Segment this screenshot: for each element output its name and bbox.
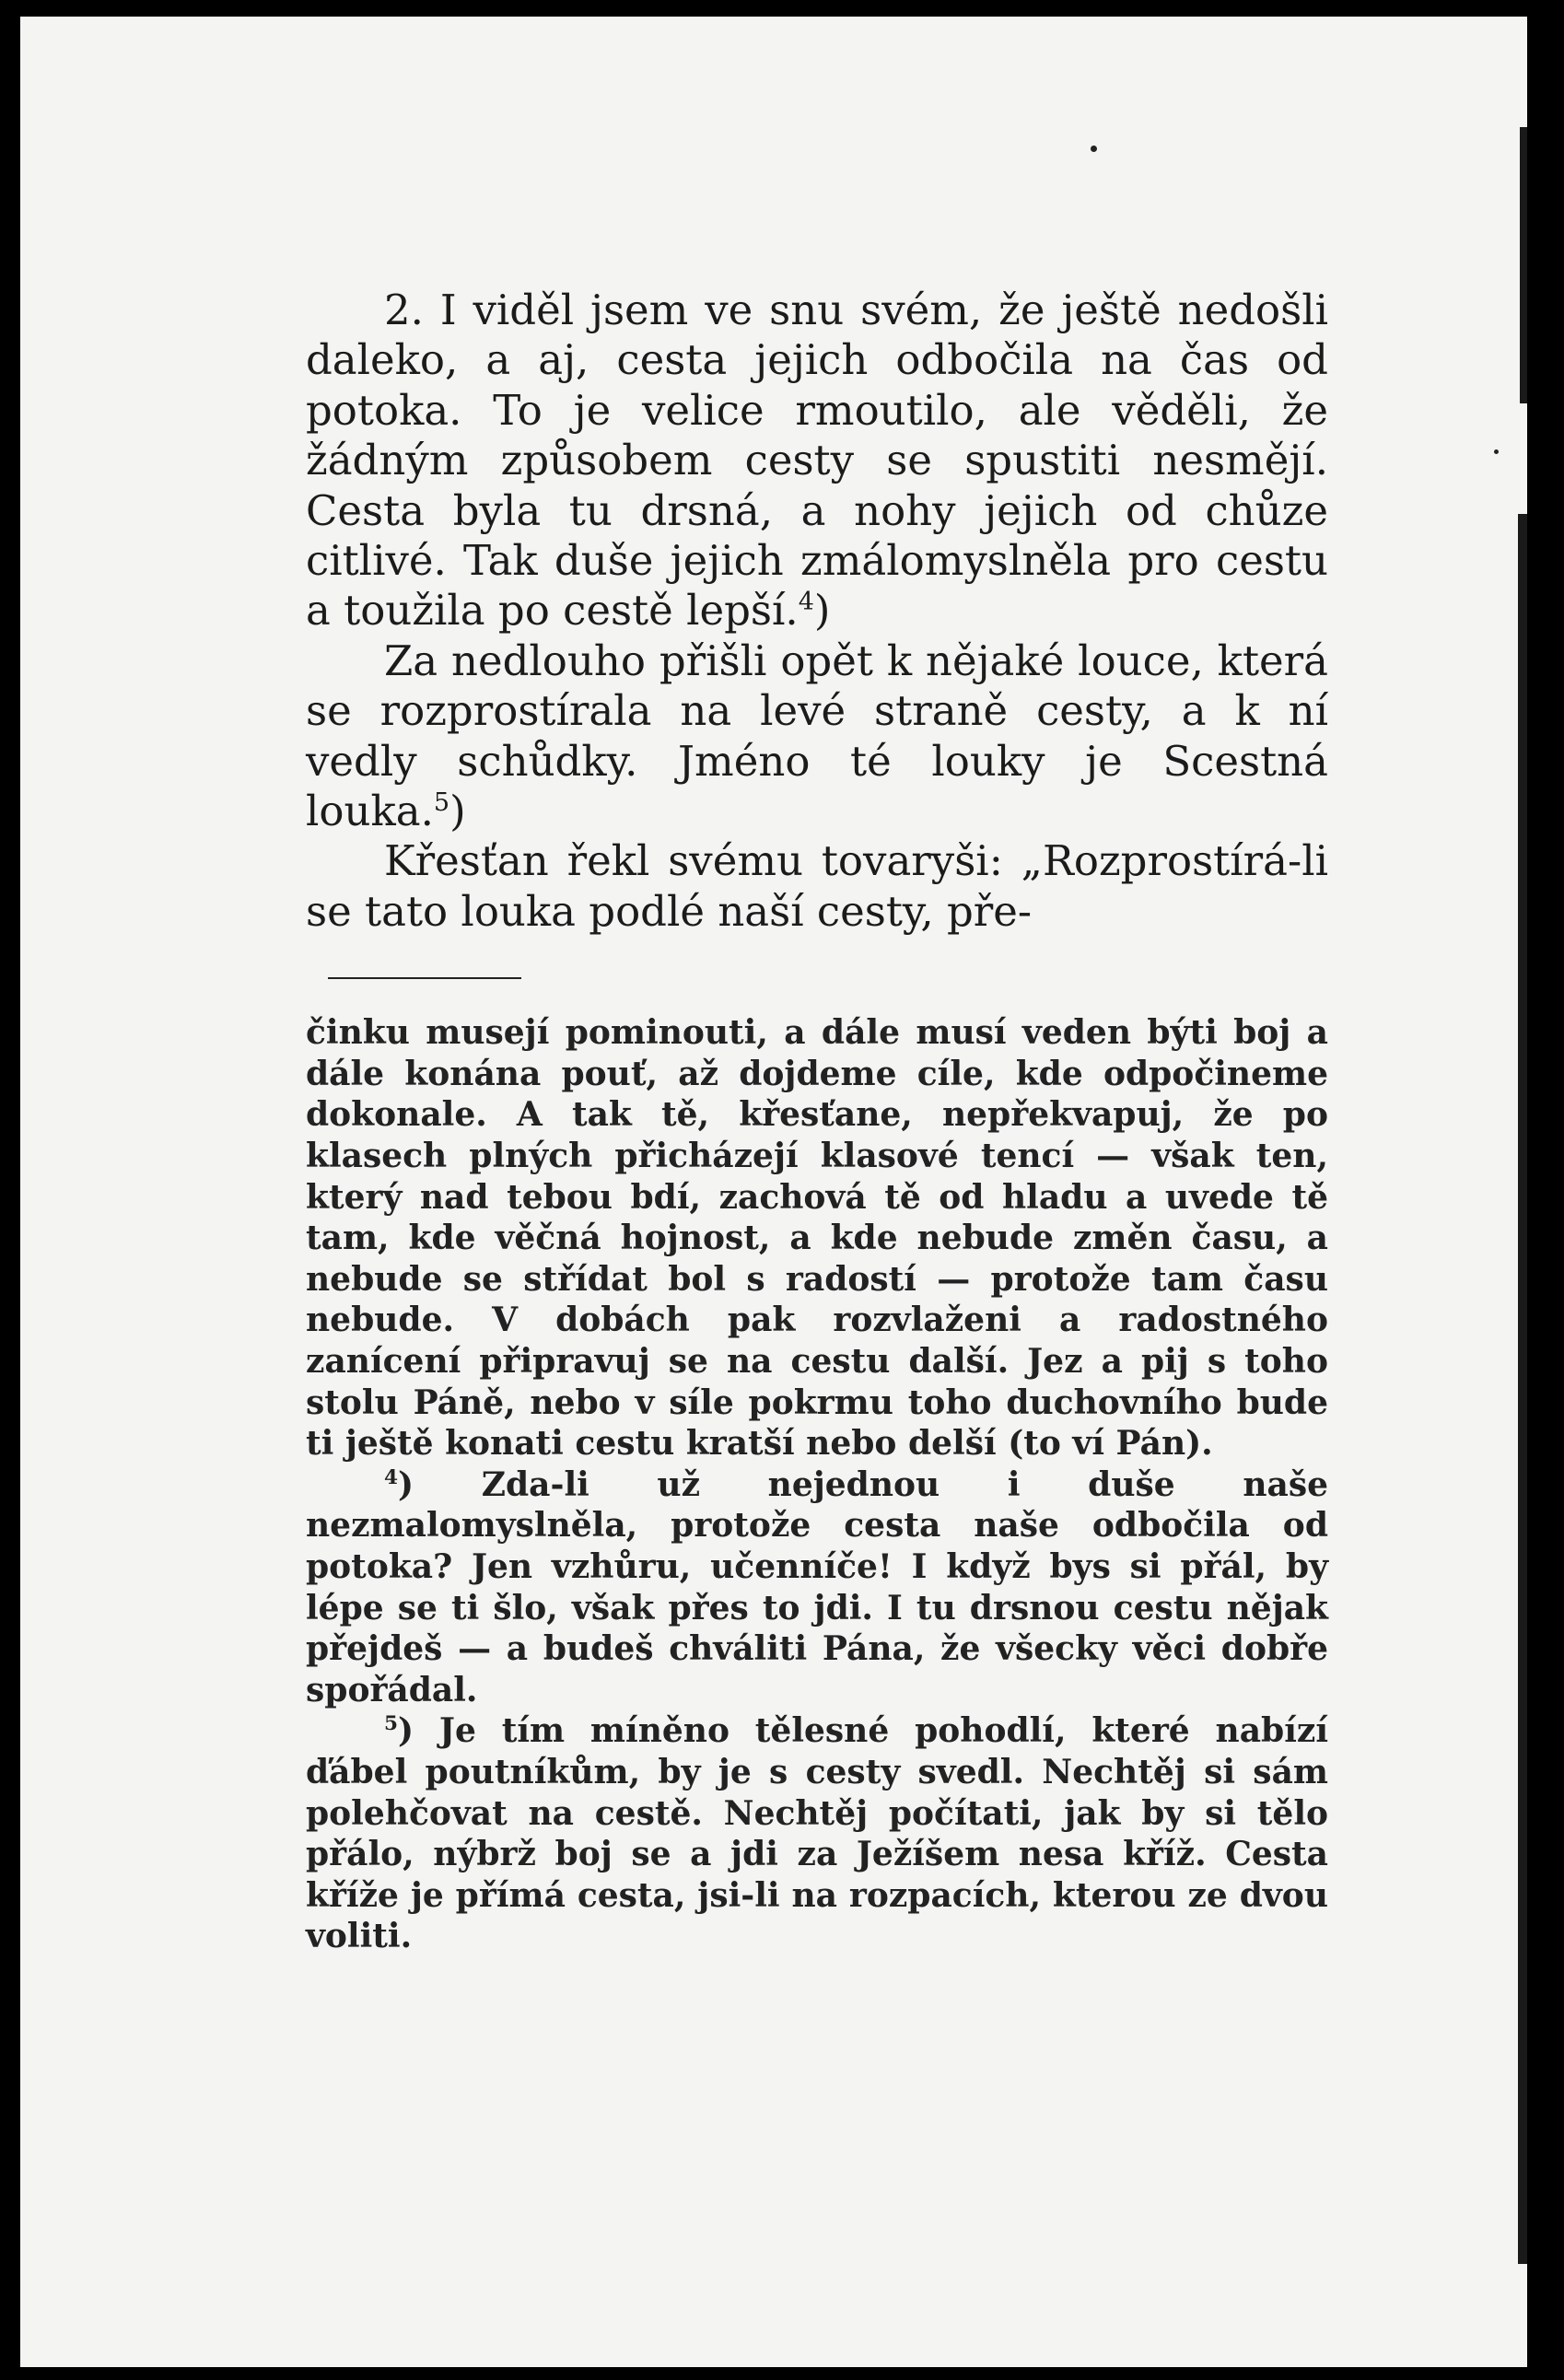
page-edge-shadow-top xyxy=(1520,127,1527,403)
paragraph-1: 2. I viděl jsem ve snu svém, že ještě nedošli daleko, a aj, cesta jejich odbočila na čas od potoka. To je velice rmoutilo, ale věděli, že žádným způsobem cesty se spustiti nesmějí. Cesta byla tu drsná, a nohy jejich od chůze citlivé. Tak duše jejich zmálomyslněla pro cestu a toužila po cestě lepší.$^4$) xyxy=(306,286,1328,636)
scan-speck xyxy=(1091,146,1097,152)
page-edge-shadow xyxy=(1518,514,1527,2264)
footnote-4: $^4$) Zda-li už nejednou i duše naše nezmalomyslněla, protože cesta naše odbočila od potoka? Jen vzhůru, učenníče! I když bys si přál, by lépe se ti šlo, však přes to jdi. I tu drsnou cestu nějak přejdeš — a budeš chváliti Pána, že všecky věci dobře spořádal. xyxy=(306,1464,1328,1709)
footnote-5: $^5$) Je tím míněno tělesné pohodlí, které nabízí ďábel poutníkům, by je s cesty svedl. Nechtěj si sám polehčovat na cestě. Nechtěj počítati, jak by si tělo přálo, nýbrž boj se a jdi za Ježíšem nesa kříž. Cesta kříže je přímá cesta, jsi-li na rozpacích, kterou ze dvou voliti. xyxy=(306,1711,1328,1956)
paragraph-2: Za nedlouho přišli opět k nějaké louce, která se rozprostírala na levé straně cesty, a k ní vedly schůdky. Jméno té louky je Scestná louka.$^5$) xyxy=(306,636,1328,836)
scan-speck xyxy=(1494,449,1499,454)
footnote-ref-4: 4 xyxy=(798,588,814,617)
page-text xyxy=(306,286,1328,1957)
paragraph-3: Křesťan řekl svému tovaryši: „Rozprostírá-li se tato louka podlé naší cesty, pře- xyxy=(306,836,1328,936)
footnote-divider xyxy=(328,977,521,979)
book-page xyxy=(20,17,1527,2367)
footnote-continuation: činku musejí pominouti, a dále musí veden býti boj a dále konána pouť, až dojdeme cíle, kde odpočineme dokonale. A tak tě, křesťane, nepřekvapuj, že po klasech plných přicházejí klasové tencí — však ten, který nad tebou bdí, zachová tě od hladu a uvede tě tam, kde věčná hojnost, a kde nebude změn času, a nebude se střídat bol s radostí — protože tam času nebude. V dobách pak rozvlaženi a radostného zanícení připravuj se na cestu další. Jez a pij s toho stolu Páně, nebo v síle pokrmu toho duchovního bude ti ještě konati cestu kratší nebo delší (to ví Pán). xyxy=(306,1013,1328,1464)
footnotes xyxy=(306,1012,1328,1957)
main-text xyxy=(306,286,1328,937)
footnote-ref-5: 5 xyxy=(433,788,450,818)
